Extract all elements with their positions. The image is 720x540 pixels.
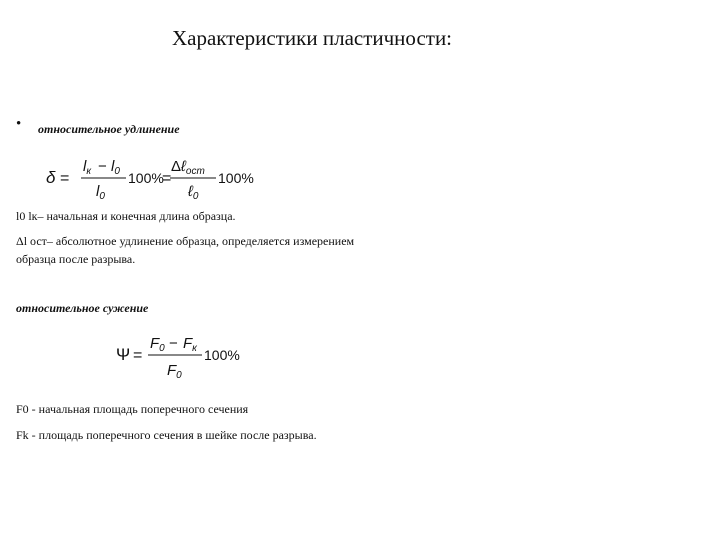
delta-symbol: δ bbox=[46, 168, 56, 187]
f0-description: F0 - начальная площадь поперечного сечения bbox=[16, 402, 249, 416]
delta-l-description-line2: образца после разрыва. bbox=[16, 252, 136, 266]
minus-sign-2: − bbox=[169, 335, 178, 352]
percent-1: 100% bbox=[128, 170, 164, 186]
equals-sign-2: = bbox=[162, 170, 172, 187]
bullet: • bbox=[16, 116, 22, 132]
page-title: Характеристики пластичности: bbox=[171, 26, 453, 50]
equals-sign: = bbox=[60, 170, 70, 187]
numerator-l0: $l_0$ bbox=[111, 158, 120, 177]
delta-l-description-line1: Δl ост– абсолютное удлинение образца, определяется измерением bbox=[16, 234, 355, 248]
numerator-lk: $l_к$ bbox=[83, 158, 92, 177]
percent-2: 100% bbox=[218, 170, 254, 186]
numerator-f0: $F_0$ bbox=[150, 335, 165, 354]
percent-3: 100% bbox=[204, 347, 240, 363]
l0-lk-description: l0 lк– начальная и конечная длина образца. bbox=[16, 209, 236, 223]
numerator-delta-l: Δℓ$_{ост}$ bbox=[171, 158, 205, 177]
contraction-label: относительное сужение bbox=[16, 301, 149, 315]
minus-sign: − bbox=[98, 158, 107, 175]
fk-description: Fk - площадь поперечного сечения в шейке после разрыва. bbox=[16, 428, 317, 442]
elongation-formula bbox=[40, 152, 254, 206]
numerator-fk: $F_к$ bbox=[183, 335, 197, 354]
psi-symbol: Ψ bbox=[116, 345, 131, 364]
elongation-label: относительное удлинение bbox=[38, 122, 180, 136]
denominator-l0: $l_0$ bbox=[96, 183, 105, 202]
denominator-l0-2: ℓ$_0$ bbox=[188, 183, 199, 202]
denominator-f0: $F_0$ bbox=[167, 362, 182, 381]
equals-sign-3: = bbox=[133, 347, 143, 364]
contraction-formula bbox=[112, 330, 252, 384]
